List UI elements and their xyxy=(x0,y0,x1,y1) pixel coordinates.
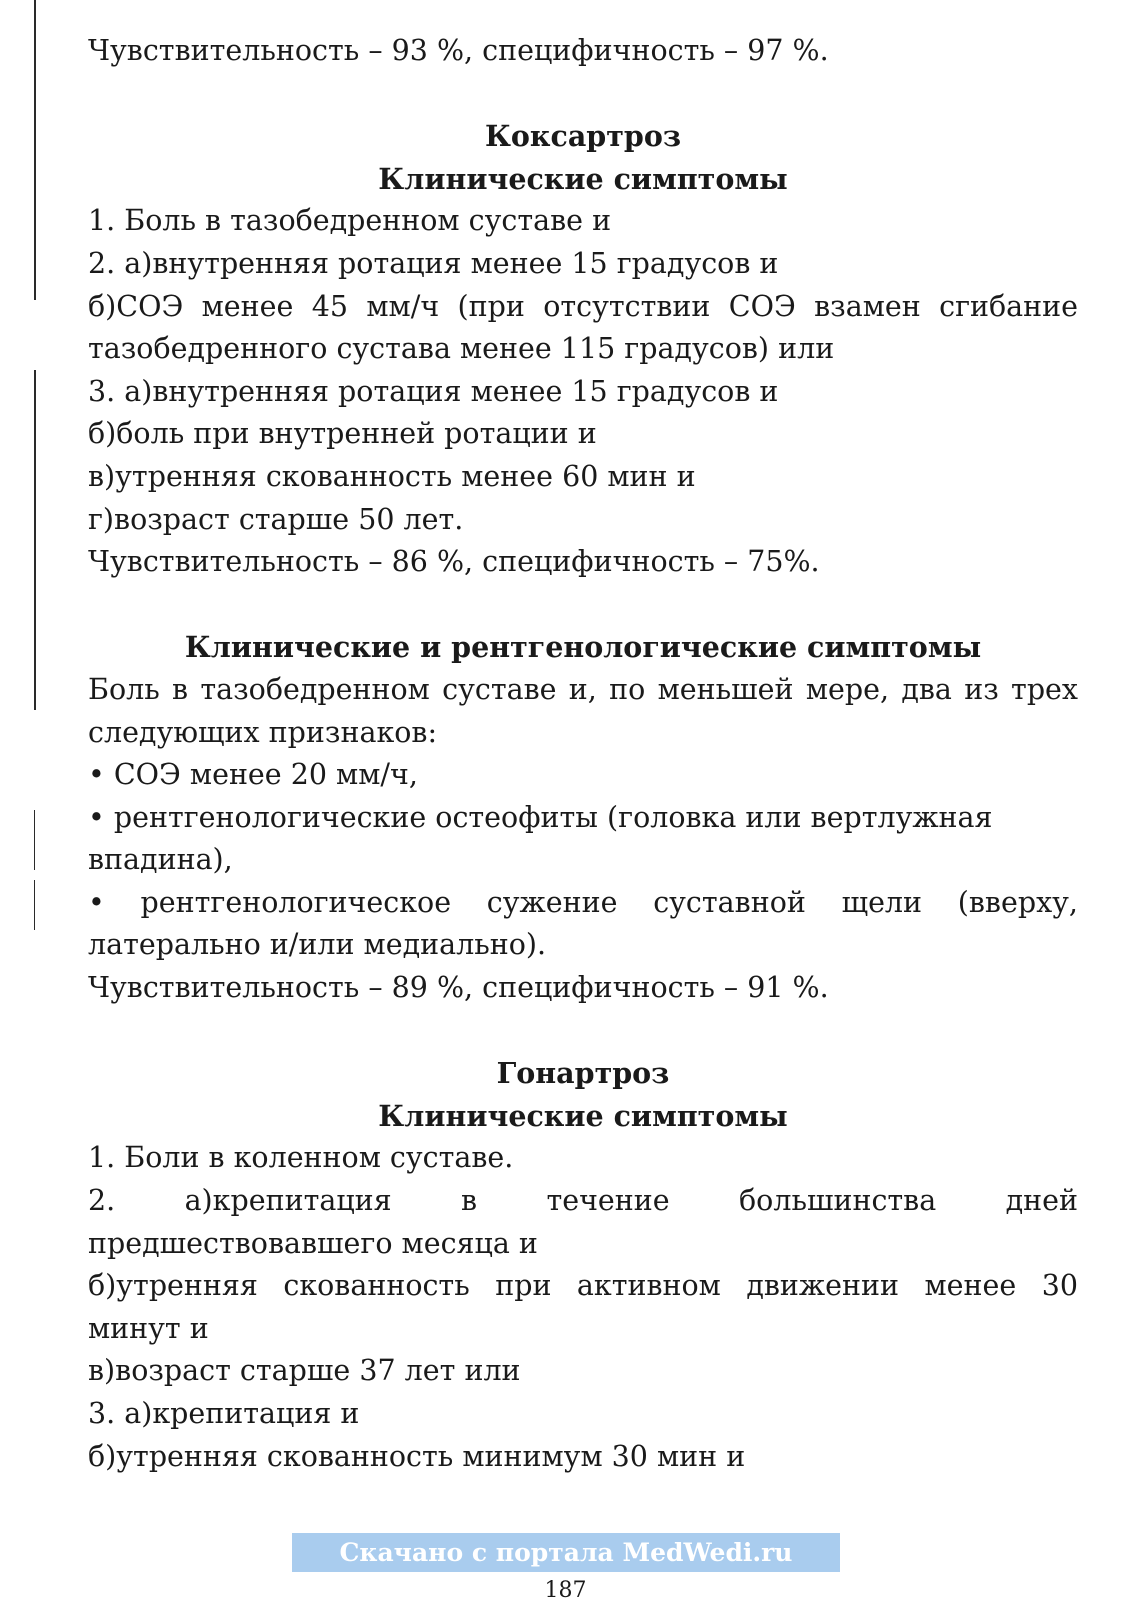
criteria-line: б)СОЭ менее 45 мм/ч (при отсутствии СОЭ взамен сгибание тазобедренного сустава менее 115 градусов) или xyxy=(88,289,1078,366)
criteria-line: в)возраст старше 37 лет или xyxy=(88,1354,521,1388)
criteria-line: 3. а)крепитация и xyxy=(88,1397,360,1430)
criteria-line: 3. а)внутренняя ротация менее 15 градусов и xyxy=(88,374,779,408)
bullet-item: • рентгенологические остеофиты (головка или вертлужная впадина), xyxy=(88,800,993,877)
subsection-heading-clinical: Клинические симптомы xyxy=(378,1098,788,1133)
criteria-line: б)утренняя скованность минимум 30 мин и xyxy=(88,1439,746,1473)
criteria-line: б)утренняя скованность при активном движении менее 30 минут и xyxy=(88,1269,1078,1345)
criteria-line: 1. Боль в тазобедренном суставе и xyxy=(88,204,612,238)
scan-edge-line xyxy=(34,370,36,710)
criteria-line: 2. а)крепитация в течение большинства дней предшествовавшего месяца и xyxy=(88,1184,1078,1260)
spacer xyxy=(88,73,1078,116)
criteria-line: 2. а)внутренняя ротация менее 15 градусов и xyxy=(88,246,779,280)
subsection-heading-clinical: Клинические симптомы xyxy=(378,161,788,196)
criteria-line: б)боль при внутренней ротации и xyxy=(88,417,597,451)
spacer xyxy=(88,584,1078,627)
criteria-line: 1. Боли в коленном суставе. xyxy=(88,1141,514,1175)
radiology-stats: Чувствительность – 89 %, специфичность – 91 %. xyxy=(88,971,829,1005)
spacer xyxy=(88,1010,1078,1053)
section-title-knee: Гонартроз xyxy=(496,1056,670,1091)
section-title-hip: Коксартроз xyxy=(484,119,682,154)
bullet-item: • рентгенологическое сужение суставной щели (вверху, латерально и/или медиально). xyxy=(88,885,1078,962)
criteria-line: г)возраст старше 50 лет. xyxy=(88,502,464,536)
page-number: 187 xyxy=(544,1578,587,1603)
page-content xyxy=(88,30,1078,1478)
scan-edge-line xyxy=(34,880,35,930)
clinical-stats: Чувствительность – 86 %, специфичность – 75%. xyxy=(88,545,820,579)
scan-edge-line xyxy=(34,0,36,300)
subsection-heading-radiology: Клинические и рентгенологические симптомы xyxy=(184,630,982,665)
bullet-item: • СОЭ менее 20 мм/ч, xyxy=(88,758,418,792)
radiology-intro: Боль в тазобедренном суставе и, по меньшей мере, два из трех следующих признаков: xyxy=(88,672,1078,749)
watermark-banner: Скачано с портала MedWedi.ru xyxy=(292,1533,840,1572)
intro-stats: Чувствительность – 93 %, специфичность – 97 %. xyxy=(88,34,829,67)
criteria-line: в)утренняя скованность менее 60 мин и xyxy=(88,459,696,493)
scan-edge-line xyxy=(34,810,35,870)
